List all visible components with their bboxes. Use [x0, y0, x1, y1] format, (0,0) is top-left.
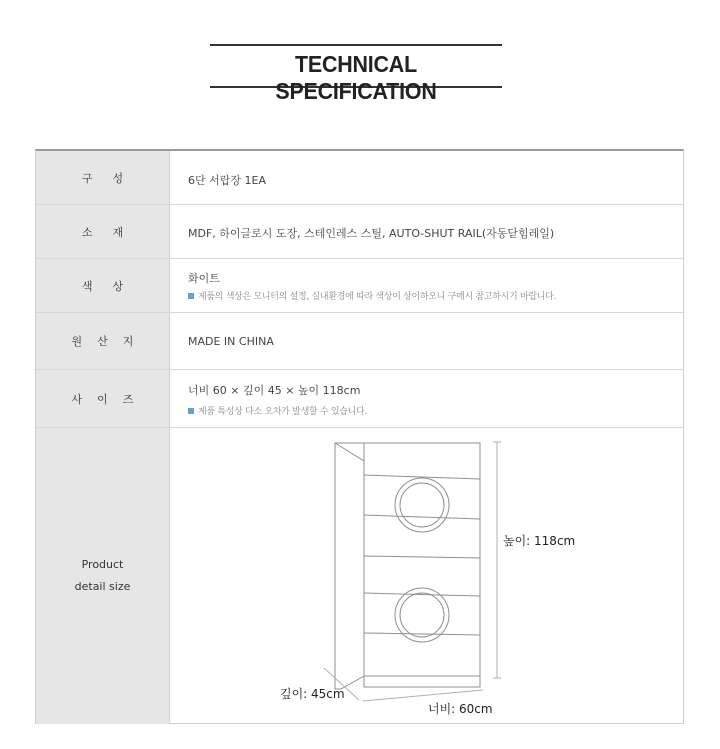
spec-table	[35, 149, 684, 724]
drawer-ring-handle	[395, 478, 449, 532]
drawer-line	[364, 633, 480, 635]
spec-row-composition	[36, 151, 683, 205]
row-note	[188, 289, 556, 302]
drawer-line	[364, 556, 480, 558]
row-label	[36, 370, 170, 427]
label-text: 소재	[81, 225, 144, 239]
spec-row-size	[36, 370, 683, 428]
note-bullet-icon	[188, 293, 194, 299]
note-text: 제품의 색상은 모니터의 설정, 실내환경에 따라 색상이 상이하오니 구매시 참고하시기 바랍니다.	[198, 292, 557, 302]
note-text: 제품 특성상 다소 오차가 발생할 수 있습니다.	[198, 407, 368, 417]
row-label	[36, 313, 170, 369]
spec-row-color	[36, 259, 683, 313]
row-value: 너비 60 × 깊이 45 × 높이 118cm	[188, 384, 361, 397]
label-text: 구성	[81, 171, 144, 185]
row-value: 6단 서랍장 1EA	[188, 174, 266, 187]
label-text: 사이즈	[71, 392, 149, 406]
spec-row-origin	[36, 313, 683, 370]
page-title: TECHNICAL SPECIFICATION	[275, 51, 437, 104]
dresser-top-edge	[335, 443, 364, 461]
row-label	[36, 259, 170, 312]
row-note	[188, 404, 367, 417]
row-label	[36, 151, 170, 204]
drawer-ring-handle-inner	[400, 483, 444, 527]
depth-label: 깊이: 45cm	[280, 687, 345, 701]
dresser-drawing	[36, 428, 685, 724]
row-value: 화이트	[188, 272, 220, 285]
spec-row-detail	[36, 428, 683, 724]
detail-label-line2: detail size	[74, 580, 131, 593]
note-bullet-icon	[188, 408, 194, 414]
drawer-line	[364, 515, 480, 519]
height-label: 높이: 118cm	[503, 534, 576, 548]
detail-label-line1: Product	[81, 558, 124, 571]
row-value: MDF, 하이글로시 도장, 스테인레스 스틸, AUTO-SHUT RAIL(자동닫힘레일)	[188, 227, 555, 240]
label-text: 색상	[81, 279, 144, 293]
spec-row-material	[36, 205, 683, 259]
width-label: 너비: 60cm	[428, 702, 493, 716]
row-label	[36, 205, 170, 258]
drawer-ring-handle-inner	[400, 593, 444, 637]
dresser-base	[364, 676, 480, 687]
title-frame	[210, 44, 502, 104]
dresser-side-panel	[335, 443, 364, 689]
row-value: MADE IN CHINA	[188, 335, 274, 348]
label-text: 원산지	[71, 335, 149, 348]
